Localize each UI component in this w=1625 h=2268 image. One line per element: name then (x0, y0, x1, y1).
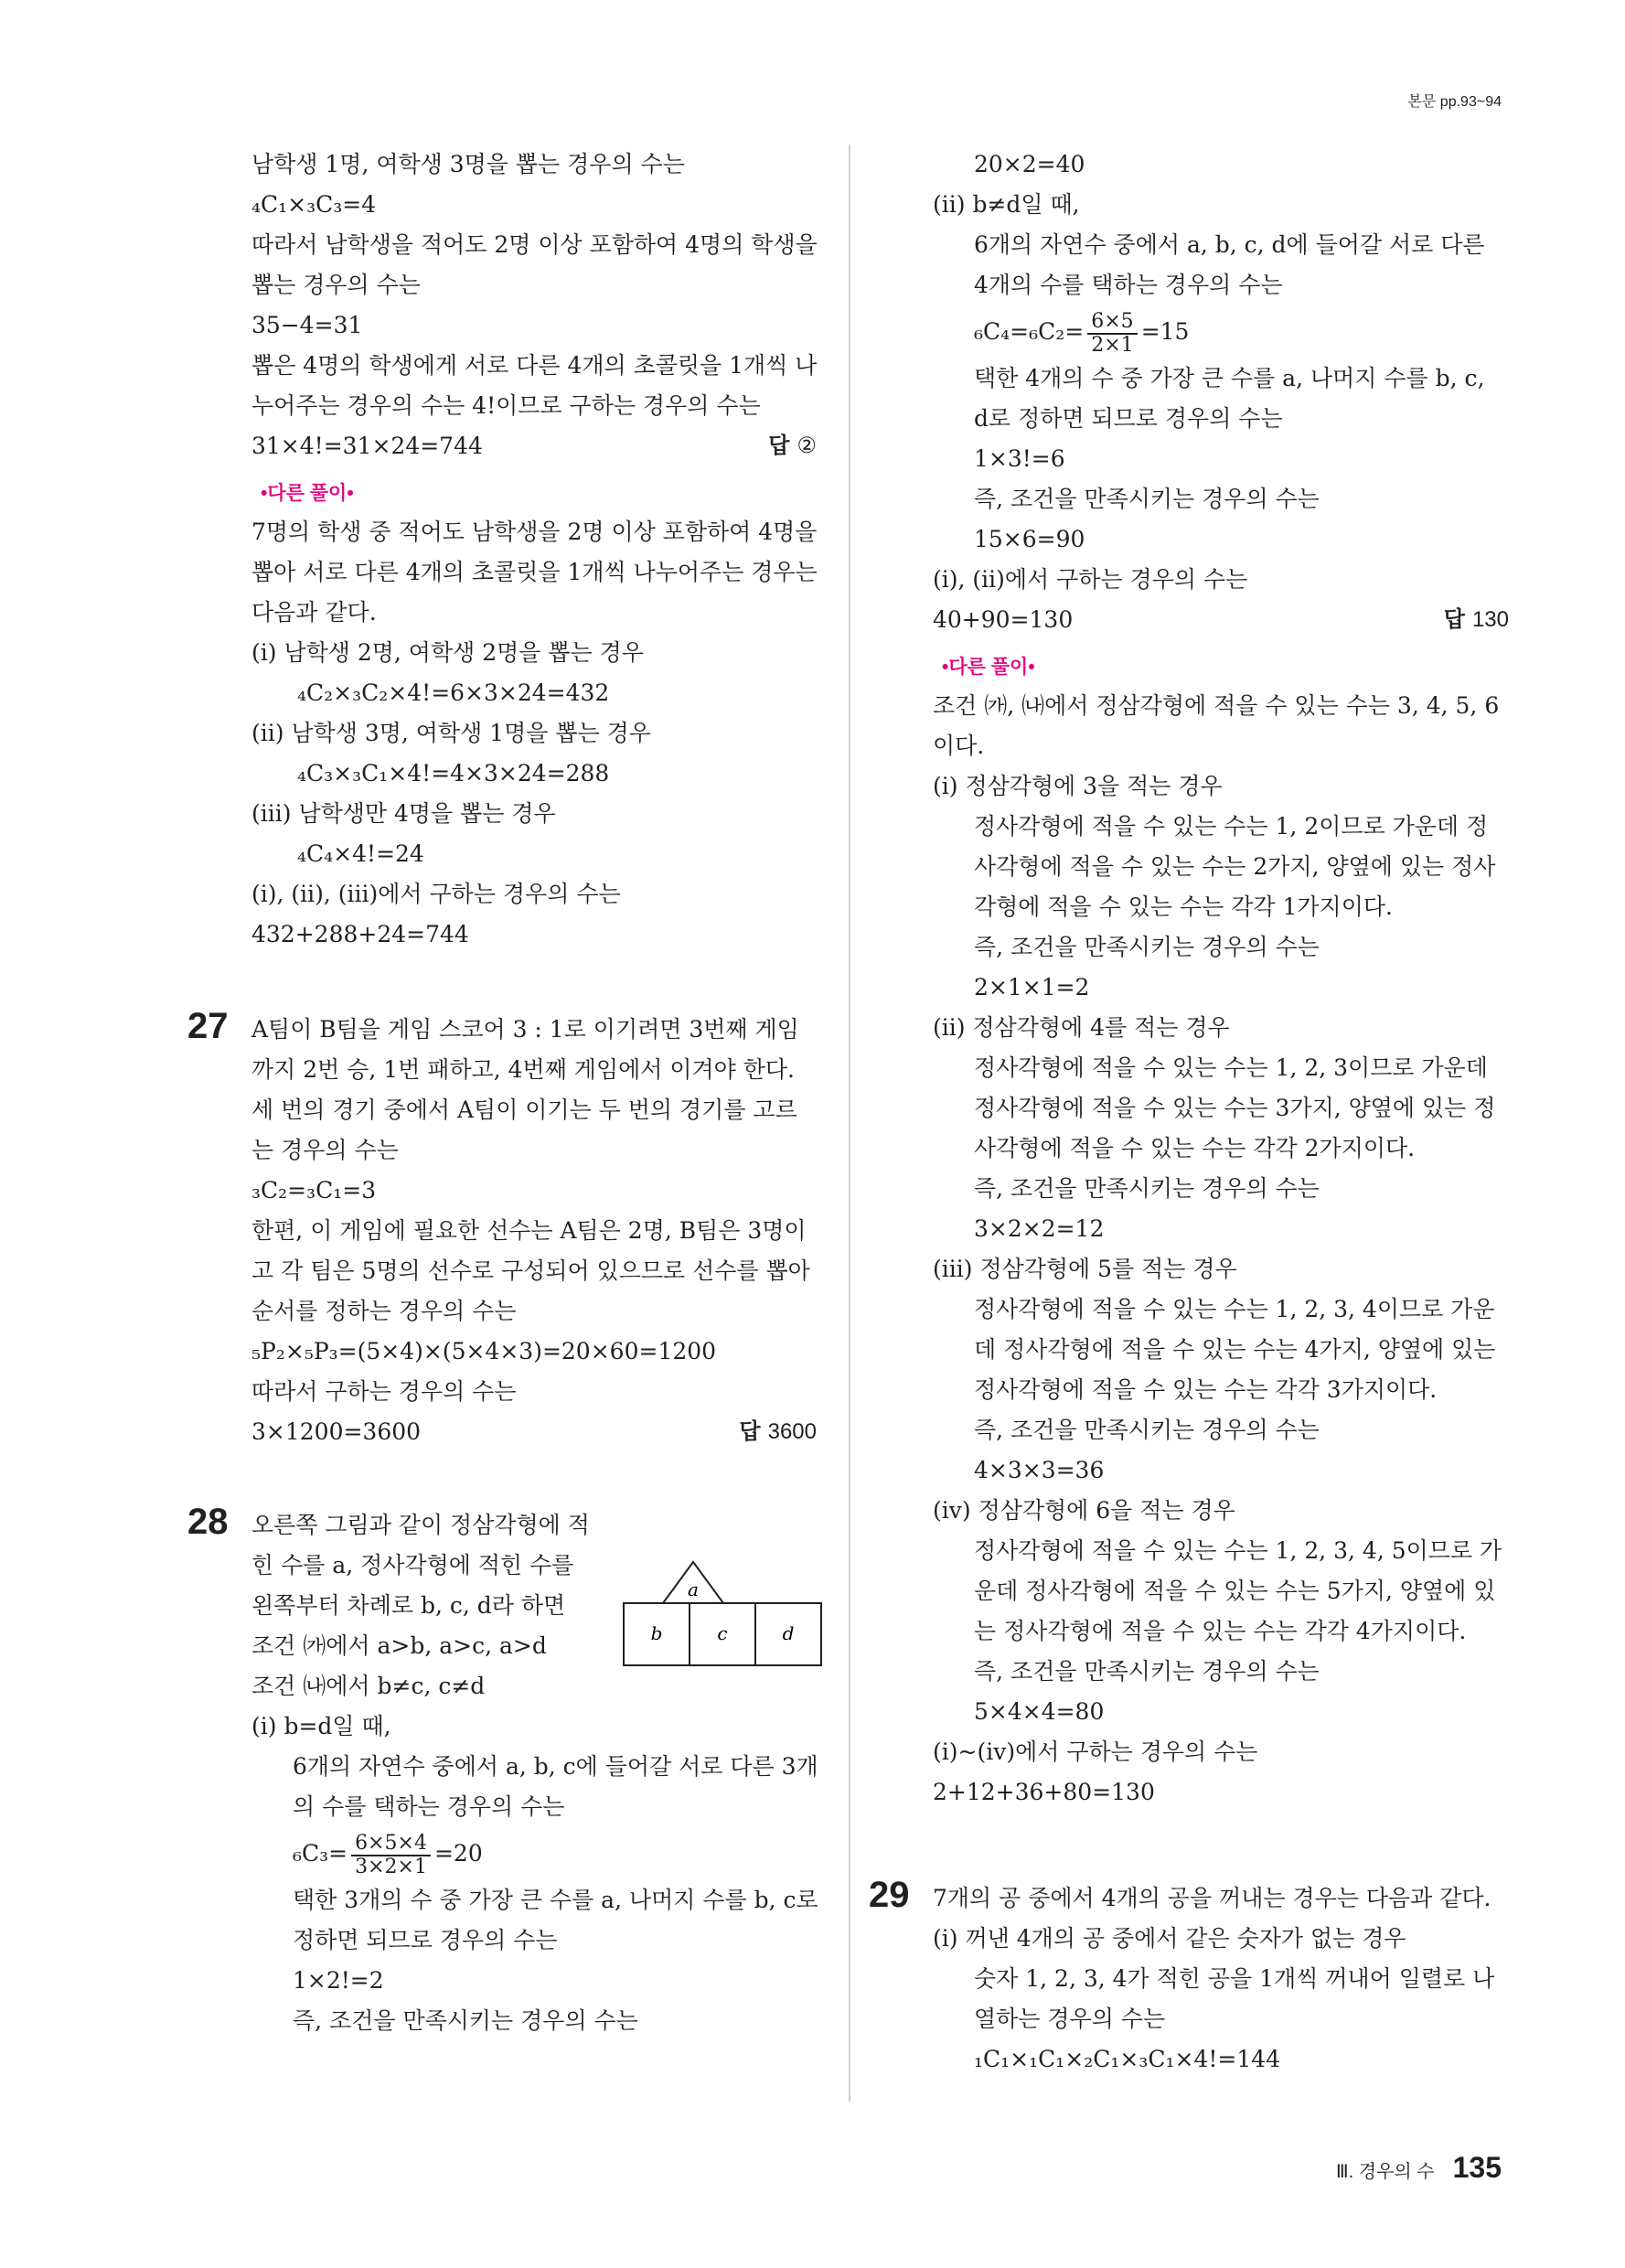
text-line: 즉, 조건을 만족시키는 경우의 수는 (974, 1175, 1320, 1202)
final-expression: 31×4!=31×24=744 (251, 433, 483, 459)
text-line: 왼쪽부터 차례로 b, c, d라 하면 (251, 1592, 566, 1619)
text-line: 고 각 팀은 5명의 선수로 구성되어 있으므로 선수를 뽑아 (251, 1257, 810, 1284)
text-line: 정사각형에 적을 수 있는 수는 각각 3가지이다. (974, 1376, 1438, 1403)
text-line: 순서를 정하는 경우의 수는 (251, 1298, 517, 1324)
text-line: 1×3!=6 (974, 445, 1065, 472)
column-divider (849, 144, 850, 2102)
problem-number: 27 (187, 1006, 229, 1046)
text-line: 다음과 같다. (251, 599, 377, 626)
text-line: (ⅱ) b≠d일 때, (933, 191, 1080, 218)
text-line: 2×1×1=2 (974, 974, 1090, 1000)
text-line: 조건 ㈎에서 a>b, a>c, a>d (251, 1632, 547, 1659)
alt-solution-label: •다른 풀이• (261, 483, 354, 504)
text-line: 열하는 경우의 수는 (974, 2006, 1166, 2032)
text-line: 데 정사각형에 적을 수 있는 수는 4가지, 양옆에 있는 (974, 1336, 1496, 1363)
fraction: $\frac{6\times 5}{2\times 1}$ (1087, 311, 1137, 357)
text-line: 정사각형에 적을 수 있는 수는 1, 2, 3이므로 가운데 (974, 1054, 1488, 1081)
problem-29 (869, 1875, 1509, 2080)
text-line: 운데 정사각형에 적을 수 있는 수는 5가지, 양옆에 있 (974, 1578, 1496, 1604)
text-line: d로 정하면 되므로 경우의 수는 (974, 405, 1283, 432)
text-line: ₁C₁×₁C₁×₂C₁×₃C₁×4!=144 (974, 2046, 1281, 2072)
text-line: 세 번의 경기 중에서 A팀이 이기는 두 번의 경기를 고르 (251, 1097, 797, 1123)
answer-line (251, 1412, 817, 1452)
text-line: 432+288+24=744 (251, 921, 469, 947)
text-line: 정사각형에 적을 수 있는 수는 1, 2, 3, 4, 5이므로 가 (974, 1537, 1502, 1564)
text-line: 뽑는 경우의 수는 (251, 272, 421, 298)
answer: 답 3600 (739, 1419, 817, 1444)
text-line: 정사각형에 적을 수 있는 수는 1, 2, 3, 4이므로 가운 (974, 1296, 1495, 1322)
text-line: 7명의 학생 중 적어도 남학생을 2명 이상 포함하여 4명을 (251, 519, 818, 545)
text-line: (ⅰ) 남학생 2명, 여학생 2명을 뽑는 경우 (251, 639, 644, 666)
problem-number: 28 (187, 1502, 229, 1542)
text-line: 누어주는 경우의 수는 4!이므로 구하는 경우의 수는 (251, 392, 761, 419)
text-line: 1×2!=2 (293, 1967, 384, 1994)
text-line: 정사각형에 적을 수 있는 수는 1, 2이므로 가운데 정 (974, 813, 1489, 840)
answer: 답 130 (1443, 607, 1509, 632)
solution-26-continued (251, 144, 817, 955)
text-line: 사각형에 적을 수 있는 수는 2가지, 양옆에 있는 정사 (974, 853, 1496, 880)
text-line: 20×2=40 (974, 151, 1085, 177)
label-a: a (688, 1578, 699, 1600)
fraction: $\frac{6\times 5\times 4}{3\times 2\times 1}$ (351, 1833, 431, 1878)
text-line: 숫자 1, 2, 3, 4가 적힌 공을 1개씩 꺼내어 일렬로 나 (974, 1965, 1495, 1992)
final-expression: 40+90=130 (933, 606, 1074, 633)
text-line: 4개의 수를 택하는 경우의 수는 (974, 272, 1283, 298)
text-line: 즉, 조건을 만족시키는 경우의 수는 (293, 2007, 638, 2034)
text-line: 즉, 조건을 만족시키는 경우의 수는 (974, 1658, 1320, 1685)
text-line: 따라서 남학생을 적어도 2명 이상 포함하여 4명의 학생을 (251, 231, 818, 258)
text-line: ₃C₂=₃C₁=3 (251, 1177, 377, 1204)
answer-line (933, 600, 1509, 640)
text-line: 조건 ㈎, ㈏에서 정삼각형에 적을 수 있는 수는 3, 4, 5, 6 (933, 692, 1500, 719)
text-line: 즉, 조건을 만족시키는 경우의 수는 (974, 934, 1320, 960)
shape-figure (622, 1559, 823, 1669)
text-line: 6개의 자연수 중에서 a, b, c, d에 들어갈 서로 다른 (974, 231, 1485, 258)
text-line: 힌 수를 a, 정사각형에 적힌 수를 (251, 1552, 574, 1578)
text-line: 사각형에 적을 수 있는 수는 각각 2가지이다. (974, 1135, 1416, 1161)
text-line: ₄C₄×4!=24 (297, 840, 424, 867)
text-line: 3×2×2=12 (974, 1215, 1105, 1242)
text-line: 뽑은 4명의 학생에게 서로 다른 4개의 초콜릿을 1개씩 나 (251, 352, 818, 379)
text-line: (ⅳ) 정삼각형에 6을 적는 경우 (933, 1497, 1235, 1524)
text-line: ₅P₂×₅P₃=(5×4)×(5×4×3)=20×60=1200 (251, 1338, 717, 1364)
text-line: (ⅲ) 남학생만 4명을 뽑는 경우 (251, 800, 556, 827)
text-line: (ⅰ), (ⅱ), (ⅲ)에서 구하는 경우의 수는 (251, 881, 621, 907)
label-c: c (717, 1622, 728, 1644)
text-line: 의 수를 택하는 경우의 수는 (293, 1793, 565, 1820)
page-footer (1336, 2151, 1502, 2185)
text-line: 35−4=31 (251, 312, 363, 338)
right-column (869, 144, 1509, 2080)
text-line: 따라서 구하는 경우의 수는 (251, 1378, 517, 1405)
final-expression: 3×1200=3600 (251, 1418, 422, 1445)
text-line: 2+12+36+80=130 (933, 1779, 1155, 1805)
answer-line (251, 426, 817, 466)
text-line: ₄C₂×₃C₂×4!=6×3×24=432 (297, 679, 610, 706)
text-line: 는 정사각형에 적을 수 있는 수는 각각 4가지이다. (974, 1618, 1467, 1644)
text-line: 7개의 공 중에서 4개의 공을 꺼내는 경우는 다음과 같다. (933, 1885, 1491, 1911)
text-line: 15×6=90 (974, 526, 1085, 552)
label-b: b (650, 1622, 663, 1644)
text-line: 4×3×3=36 (974, 1457, 1105, 1483)
chapter-title: Ⅲ. 경우의 수 (1335, 2162, 1435, 2182)
text-line: (ⅱ) 남학생 3명, 여학생 1명을 뽑는 경우 (251, 720, 651, 746)
text-line: A팀이 B팀을 게임 스코어 3 : 1로 이기려면 3번째 게임 (251, 1016, 799, 1043)
text-line: ₄C₁×₃C₃=4 (251, 191, 377, 218)
text-line: 택한 4개의 수 중 가장 큰 수를 a, 나머지 수를 b, c, (974, 365, 1485, 391)
text-line: 5×4×4=80 (974, 1698, 1105, 1725)
text-line: 각형에 적을 수 있는 수는 각각 1가지이다. (974, 893, 1393, 920)
text-line: 는 경우의 수는 (251, 1137, 399, 1163)
text-line: 정사각형에 적을 수 있는 수는 3가지, 양옆에 있는 정 (974, 1095, 1496, 1121)
text-line: (ⅰ)~(ⅳ)에서 구하는 경우의 수는 (933, 1738, 1258, 1765)
text-line: (ⅰ), (ⅱ)에서 구하는 경우의 수는 (933, 566, 1248, 593)
text-line: 남학생 1명, 여학생 3명을 뽑는 경우의 수는 (251, 151, 685, 177)
text-line: (ⅱ) 정삼각형에 4를 적는 경우 (933, 1014, 1230, 1041)
fraction-line: ₆C₃= $\frac{6\times 5\times 4}{3\times 2\times 1}$ =20 (293, 1831, 483, 1878)
answer: 답 ② (768, 433, 817, 458)
text-line: 오른쪽 그림과 같이 정삼각형에 적 (251, 1512, 590, 1538)
text-line: 6개의 자연수 중에서 a, b, c에 들어갈 서로 다른 3개 (293, 1753, 818, 1780)
text-line: (ⅰ) b=d일 때, (251, 1713, 391, 1739)
label-d: d (782, 1622, 795, 1644)
text-line: 한편, 이 게임에 필요한 선수는 A팀은 2명, B팀은 3명이 (251, 1217, 807, 1244)
text-line: (ⅲ) 정삼각형에 5를 적는 경우 (933, 1256, 1237, 1282)
text-line: 정하면 되므로 경우의 수는 (293, 1927, 558, 1953)
text-line: (ⅰ) 정삼각형에 3을 적는 경우 (933, 773, 1223, 799)
text-line: 까지 2번 승, 1번 패하고, 4번째 게임에서 이겨야 한다. (251, 1056, 795, 1083)
text-line: 택한 3개의 수 중 가장 큰 수를 a, 나머지 수를 b, c로 (293, 1887, 818, 1913)
alt-solution-label: •다른 풀이• (942, 657, 1035, 678)
text-line: ₄C₃×₃C₁×4!=4×3×24=288 (297, 760, 610, 786)
page-number: 135 (1452, 2151, 1502, 2184)
problem-number: 29 (869, 1875, 910, 1915)
page-ref: 본문 pp.93~94 (1407, 94, 1502, 110)
problem-27 (187, 1006, 817, 1452)
text-line: 조건 ㈏에서 b≠c, c≠d (251, 1673, 486, 1699)
left-column (187, 144, 818, 2041)
text-line: 뽑아 서로 다른 4개의 초콜릿을 1개씩 나누어주는 경우는 (251, 559, 818, 585)
text-line: 즉, 조건을 만족시키는 경우의 수는 (974, 486, 1320, 512)
fraction-line: ₆C₄=₆C₂= $\frac{6\times 5}{2\times 1}$ =15 (974, 309, 1190, 357)
text-line: 이다. (933, 733, 985, 759)
text-line: 즉, 조건을 만족시키는 경우의 수는 (974, 1417, 1320, 1443)
text-line: (ⅰ) 꺼낸 4개의 공 중에서 같은 숫자가 없는 경우 (933, 1925, 1406, 1952)
